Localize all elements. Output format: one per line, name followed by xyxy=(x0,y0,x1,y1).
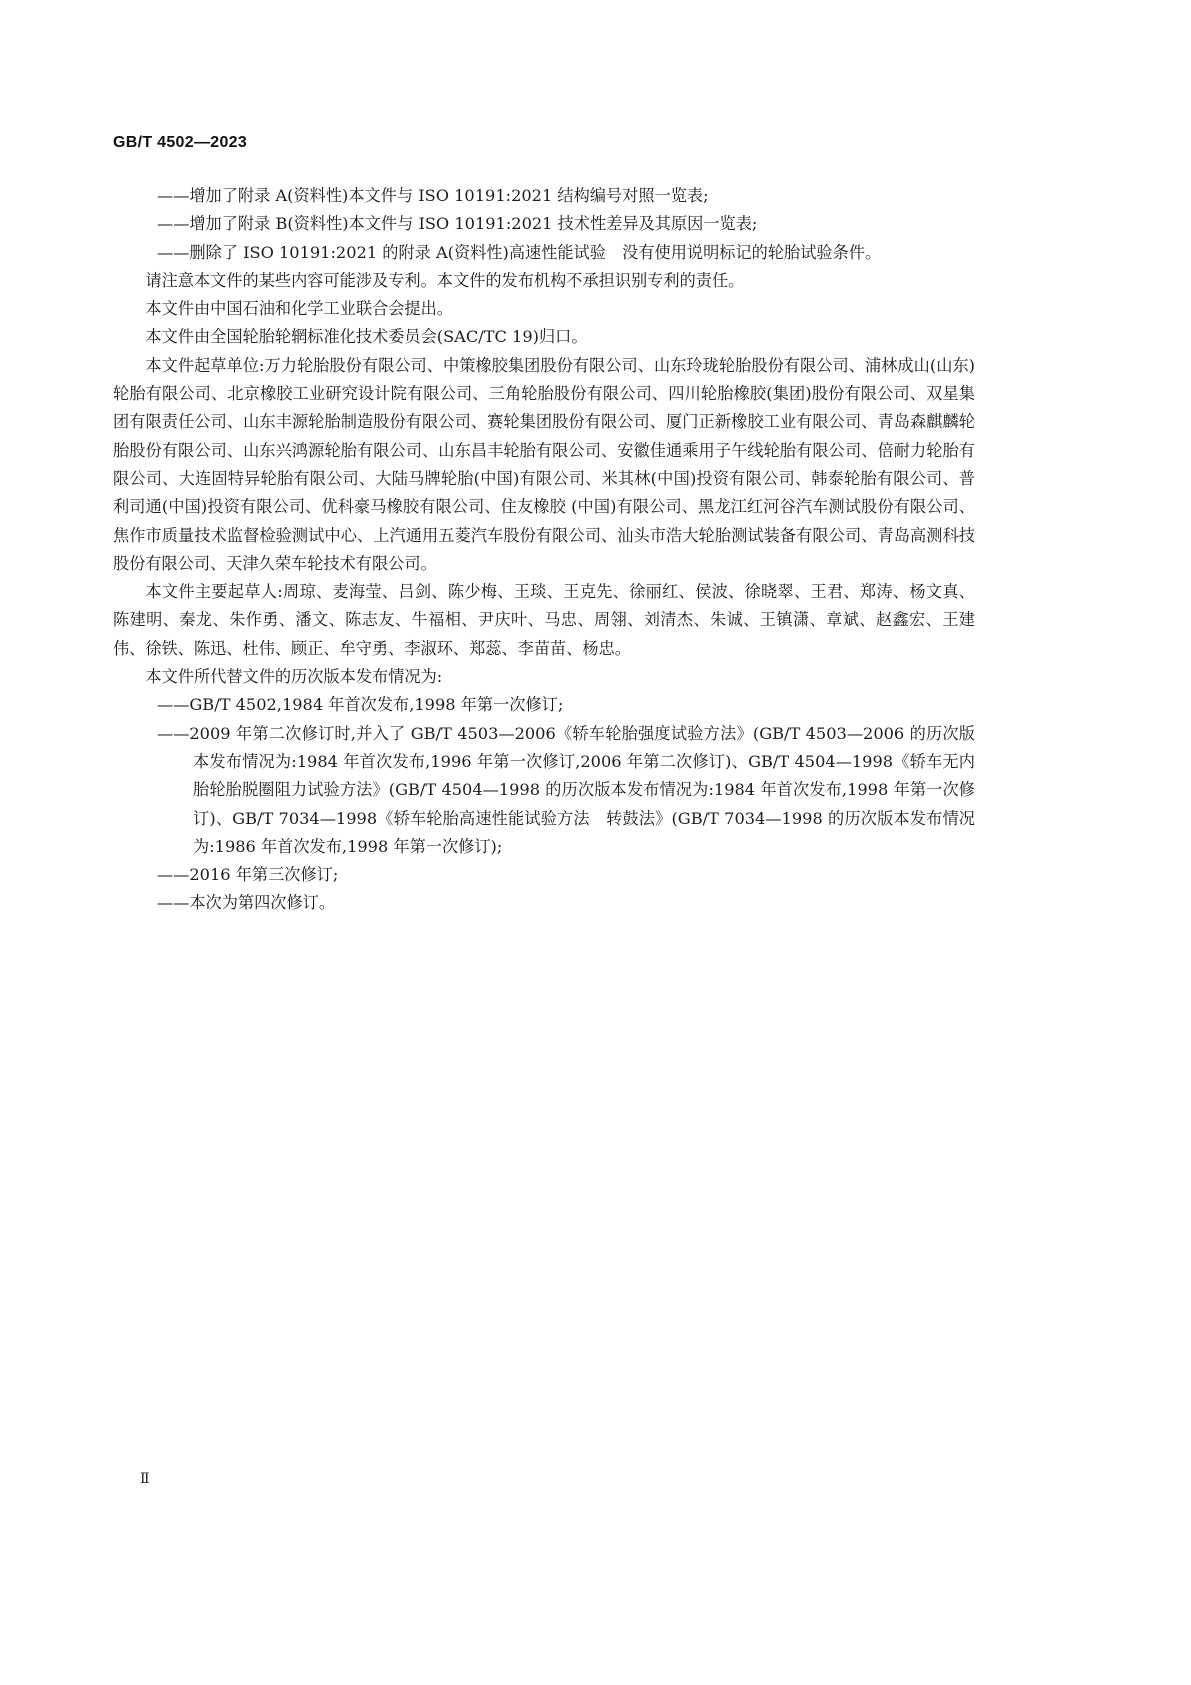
foreword-content xyxy=(113,182,975,918)
drafting-units: 本文件起草单位:万力轮胎股份有限公司、中策橡胶集团股份有限公司、山东玲珑轮胎股份有限公司、浦林成山(山东)轮胎有限公司、北京橡胶工业研究设计院有限公司、三角轮胎股份有限公司、四川轮胎橡胶(集团)股份有限公司、双星集团有限责任公司、山东丰源轮胎制造股份有限公司、赛轮集团股份有限公司、厦门正新橡胶工业有限公司、青岛森麒麟轮胎股份有限公司、山东兴鸿源轮胎有限公司、山东昌丰轮胎有限公司、安徽佳通乘用子午线轮胎有限公司、倍耐力轮胎有限公司、大连固特异轮胎有限公司、大陆马牌轮胎(中国)有限公司、米其林(中国)投资有限公司、韩泰轮胎有限公司、普利司通(中国)投资有限公司、优科豪马橡胶有限公司、住友橡胶 (中国)有限公司、黑龙江红河谷汽车测试股份有限公司、焦作市质量技术监督检验测试中心、上汽通用五菱汽车股份有限公司、汕头市浩大轮胎测试装备有限公司、青岛高测科技股份有限公司、天津久荣车轮技术有限公司。 xyxy=(113,355,975,573)
history-item-2016: ——2016 年第三次修订; xyxy=(157,865,339,885)
history-item-2009: ——2009 年第二次修订时,并入了 GB/T 4503—2006《轿车轮胎强度试验方法》(GB/T 4503—2006 的历次版本发布情况为:1984 年首次发布,1996 年第一次修订,2006 年第二次修订)、GB/T 4504—1998《轿车无内胎轮胎脱圈阻力试验方法》(GB/T 4504—1998 的历次版本发布情况为:1984 年首次发布,1998 年第一次修订)、GB/T 7034—1998《轿车轮胎高速性能试验方法 转鼓法》(GB/T 7034—1998 的历次版本发布情况为:1986 年首次发布,1998 年第一次修订); xyxy=(157,723,975,856)
history-item-current: ——本次为第四次修订。 xyxy=(157,893,336,913)
history-item-1984: ——GB/T 4502,1984 年首次发布,1998 年第一次修订; xyxy=(157,695,564,715)
change-item-deleted-appendix: ——删除了 ISO 10191:2021 的附录 A(资料性)高速性能试验 没有使用说明标记的轮胎试验条件。 xyxy=(157,242,882,262)
change-item-appendix-b: ——增加了附录 B(资料性)本文件与 ISO 10191:2021 技术性差异及其原因一览表; xyxy=(157,214,758,234)
patent-notice: 请注意本文件的某些内容可能涉及专利。本文件的发布机构不承担识别专利的责任。 xyxy=(145,270,745,290)
document-code-header: GB/T 4502—2023 xyxy=(113,134,248,151)
proposed-by: 本文件由中国石油和化学工业联合会提出。 xyxy=(145,299,453,319)
managed-by: 本文件由全国轮胎轮辋标准化技术委员会(SAC/TC 19)归口。 xyxy=(145,327,588,347)
history-intro: 本文件所代替文件的历次版本发布情况为: xyxy=(145,667,443,687)
change-item-appendix-a: ——增加了附录 A(资料性)本文件与 ISO 10191:2021 结构编号对照一览表; xyxy=(157,186,709,205)
main-drafters: 本文件主要起草人:周琼、麦海莹、吕剑、陈少梅、王琰、王克先、徐丽红、侯波、徐晓翠、王君、郑涛、杨文真、陈建明、秦龙、朱作勇、潘文、陈志友、牛福相、尹庆叶、马忠、周翎、刘清杰、朱诚、王镇潇、章斌、赵鑫宏、王建伟、徐铁、陈迅、杜伟、顾正、牟守勇、李淑环、郑蕊、李苗苗、杨忠。 xyxy=(113,582,975,658)
page-number: Ⅱ xyxy=(140,1471,150,1487)
